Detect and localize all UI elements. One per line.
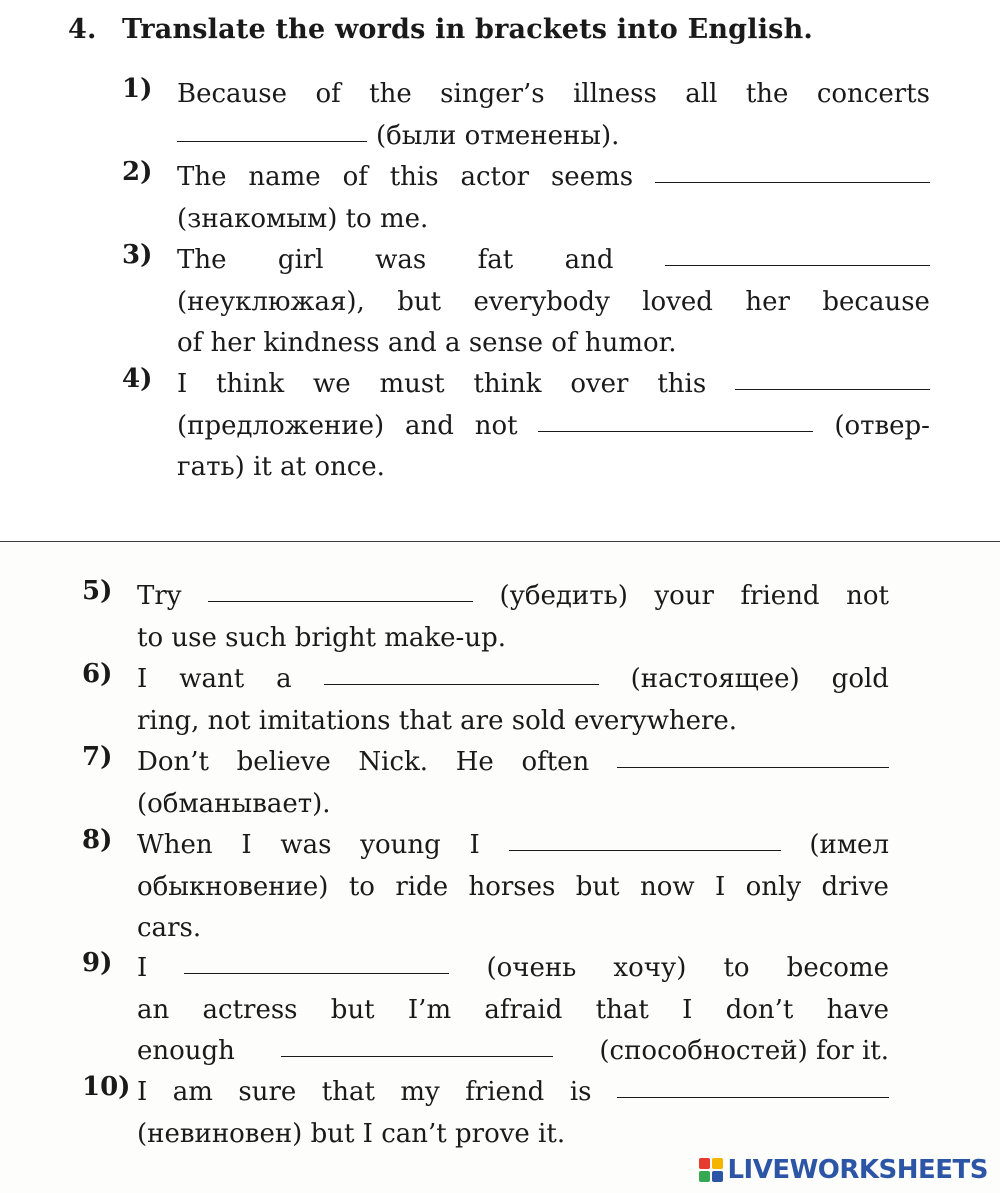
word: (очень [486,953,577,983]
word: concerts [816,79,930,109]
word: we [312,369,351,399]
word: was [280,830,332,860]
word: When [137,830,213,860]
item-text [137,1072,889,1155]
text-line [137,990,889,1032]
word: The [177,245,227,275]
word: friend [740,581,820,611]
answer-blank[interactable] [324,684,599,685]
item-text [137,576,889,659]
worksheet-bottom-section [0,542,1000,1193]
word: fat [477,245,514,275]
exercise-number: 4. [68,14,97,45]
item-number: 9) [82,948,113,978]
word: I [137,953,148,983]
word: and [405,410,454,441]
word: (знакомым) to me. [177,203,429,234]
word: but [397,286,442,317]
item-number: 1) [122,74,153,104]
word: and [564,245,614,275]
text-line [177,282,930,324]
liveworksheets-logo [699,1155,988,1185]
text-line [137,1031,889,1073]
text-line [137,948,889,990]
item-number: 6) [82,659,113,689]
item-text [137,742,889,825]
text-line [137,701,889,743]
item-text [137,825,889,950]
word: cars. [137,913,202,943]
word: of [342,162,368,192]
word: I [241,830,252,860]
word: because [822,286,930,317]
text-line [137,784,889,826]
item-number: 8) [82,825,113,855]
word: everybody [473,286,610,317]
word: afraid [484,994,563,1025]
item-number: 10) [82,1072,131,1102]
word: drive [821,871,889,902]
word: (неуклюжая), [177,286,365,317]
text-line [137,576,889,618]
word: that [595,994,649,1025]
item-text [177,157,930,240]
word: I [137,1077,148,1107]
word: but [575,871,620,902]
text-line [177,116,930,158]
word: (имел [809,830,889,860]
text-line [177,447,930,489]
word: обыкновение) [137,871,329,902]
word: now [639,871,695,902]
text-line [137,908,889,950]
word: this [389,162,439,192]
answer-blank[interactable] [281,1056,553,1057]
word: over [570,369,629,399]
item-text [177,364,930,489]
answer-blank[interactable] [735,389,930,390]
item-text [137,659,889,742]
word: (отвер- [834,410,930,441]
exercise-instruction: Translate the words in brackets into English. [122,14,814,45]
text-line [177,364,930,406]
text-line [137,1114,889,1156]
word: (предложение) [177,410,385,441]
word: the [745,79,789,109]
word: to use such bright make-up. [137,622,506,653]
word: хочу) [613,953,687,983]
answer-blank[interactable] [208,601,473,602]
word: singer’s [440,79,545,109]
answer-blank[interactable] [509,850,781,851]
word: gold [831,664,889,694]
text-line [137,742,889,784]
word: friend [465,1077,545,1107]
word: young [360,830,441,860]
word: have [826,994,889,1025]
word: her [745,286,790,317]
text-line [177,74,930,116]
answer-blank[interactable] [665,265,930,266]
word: that [321,1077,375,1107]
word: often [521,747,590,777]
word: want [179,664,245,694]
word: ring, not imitations that are sold everywhere. [137,705,738,736]
text-line [137,867,889,909]
liveworksheets-logo-icon [699,1158,723,1182]
word: only [745,871,802,902]
word: to [723,953,750,983]
word: (настоящее) [630,664,800,694]
exercise-heading [68,14,813,45]
word: He [455,747,494,777]
item-number: 2) [122,157,153,187]
word: The [177,162,227,192]
word: girl [277,245,324,275]
worksheet-top-section [0,0,1000,540]
answer-blank[interactable] [617,767,889,768]
item-text [177,74,930,157]
answer-blank[interactable] [177,141,367,142]
word: Nick. [358,747,429,777]
word: think [216,369,285,399]
word: sure [238,1077,297,1107]
word: Try [137,581,182,611]
word: (невиновен) but I can’t prove it. [137,1118,566,1149]
word: I [682,994,693,1025]
word: actor [460,162,530,192]
word: not [846,581,889,611]
item-number: 5) [82,576,113,606]
word: of [315,79,341,109]
word: was [375,245,427,275]
word: but [330,994,375,1025]
text-line [177,199,930,241]
word: not [474,410,518,441]
item-number: 4) [122,364,153,394]
word: all [685,79,718,109]
text-line [177,406,930,448]
word: actress [202,994,298,1025]
word: (способностей) for it. [599,1036,889,1066]
answer-blank[interactable] [617,1097,889,1098]
word: (обманывает). [137,788,331,819]
answer-blank[interactable] [538,431,813,432]
text-line [177,240,930,282]
word: (были отменены). [376,120,620,151]
word: must [379,369,445,399]
answer-blank[interactable] [655,182,930,183]
text-line [137,1072,889,1114]
word: is [569,1077,592,1107]
word: name [248,162,321,192]
word: illness [573,79,657,109]
word: am [172,1077,213,1107]
word: your [654,581,714,611]
word: don’t [725,994,794,1025]
text-line [137,659,889,701]
word: become [786,953,889,983]
word: I [137,664,148,694]
word: this [657,369,707,399]
item-number: 3) [122,240,153,270]
word: to [348,871,375,902]
word: horses [468,871,556,902]
text-line [137,618,889,660]
word: enough [137,1036,235,1066]
answer-blank[interactable] [184,973,449,974]
word: I [177,369,188,399]
text-line [177,157,930,199]
word: I [469,830,480,860]
word: loved [642,286,713,317]
word: believe [236,747,331,777]
item-number: 7) [82,742,113,772]
word: a [276,664,292,694]
item-text [137,948,889,1073]
word: ride [395,871,449,902]
word: an [137,994,170,1025]
word: Don’t [137,747,209,777]
brand-name: LIVEWORKSHEETS [727,1155,988,1185]
text-line [137,825,889,867]
word: my [400,1077,440,1107]
word: think [473,369,542,399]
word: I’m [407,994,452,1025]
word: (убедить) [499,581,628,611]
word: seems [550,162,634,192]
word: I [715,871,726,902]
word: Because [177,79,288,109]
word: of her kindness and a sense of humor. [177,328,677,358]
word: the [369,79,412,109]
item-text [177,240,930,365]
text-line [177,323,930,365]
word: гать) it at once. [177,452,385,482]
